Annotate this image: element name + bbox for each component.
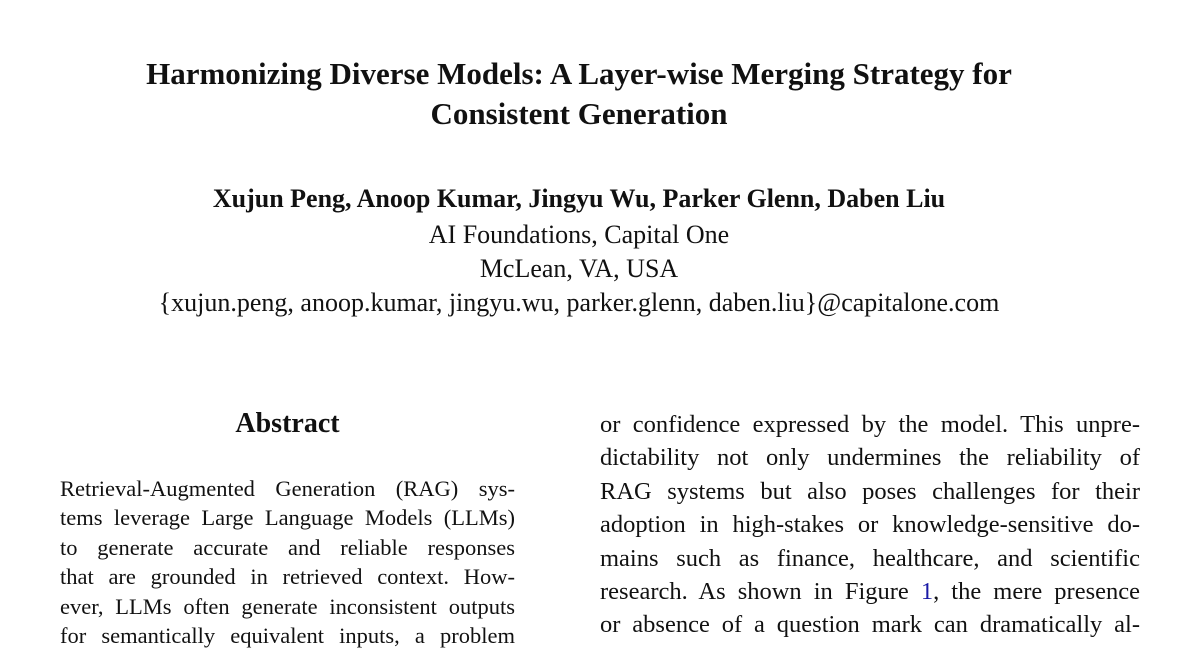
title-line-2: Consistent Generation <box>430 96 728 131</box>
abstract-line: tems leverage Large Language Models (LLMs) <box>60 505 515 531</box>
abstract-line: Retrieval-Augmented Generation (RAG) sys- <box>60 476 515 501</box>
abstract-line: for semantically equivalent inputs, a problem <box>60 623 515 649</box>
intro-line-with-figure-ref <box>600 575 1140 608</box>
abstract-line: that are grounded in retrieved context. How- <box>60 564 515 590</box>
location: McLean, VA, USA <box>479 254 679 283</box>
figure-1-link[interactable]: 1 <box>920 578 934 606</box>
paper-title <box>40 54 1118 134</box>
intro-text: , the mere presence <box>933 578 1140 606</box>
author-list: Xujun Peng, Anoop Kumar, Jingyu Wu, Parker Glenn, Daben Liu <box>212 184 946 213</box>
abstract-body <box>60 474 515 650</box>
abstract-heading: Abstract <box>235 408 340 439</box>
intro-line: mains such as finance, healthcare, and scientific <box>600 544 1140 572</box>
affiliation: AI Foundations, Capital One <box>428 220 730 249</box>
intro-line: dictability not only undermines the reliability of <box>600 444 1140 472</box>
intro-text: research. As shown in Figure <box>600 578 921 606</box>
intro-line: RAG systems but also poses challenges for their <box>600 477 1140 505</box>
intro-line: or absence of a question mark can dramatically al- <box>600 611 1140 639</box>
intro-line: or confidence expressed by the model. This unpre- <box>600 411 1140 438</box>
abstract-line: ever, LLMs often generate inconsistent outputs <box>60 593 515 619</box>
intro-column <box>600 408 1140 642</box>
author-emails: {xujun.peng, anoop.kumar, jingyu.wu, parker.glenn, daben.liu}@capitalone.com <box>158 288 1000 317</box>
title-line-1: Harmonizing Diverse Models: A Layer-wise Merging Strategy for <box>146 56 1012 91</box>
intro-line: adoption in high-stakes or knowledge-sensitive do- <box>600 511 1140 539</box>
abstract-line: to generate accurate and reliable responses <box>60 534 515 560</box>
